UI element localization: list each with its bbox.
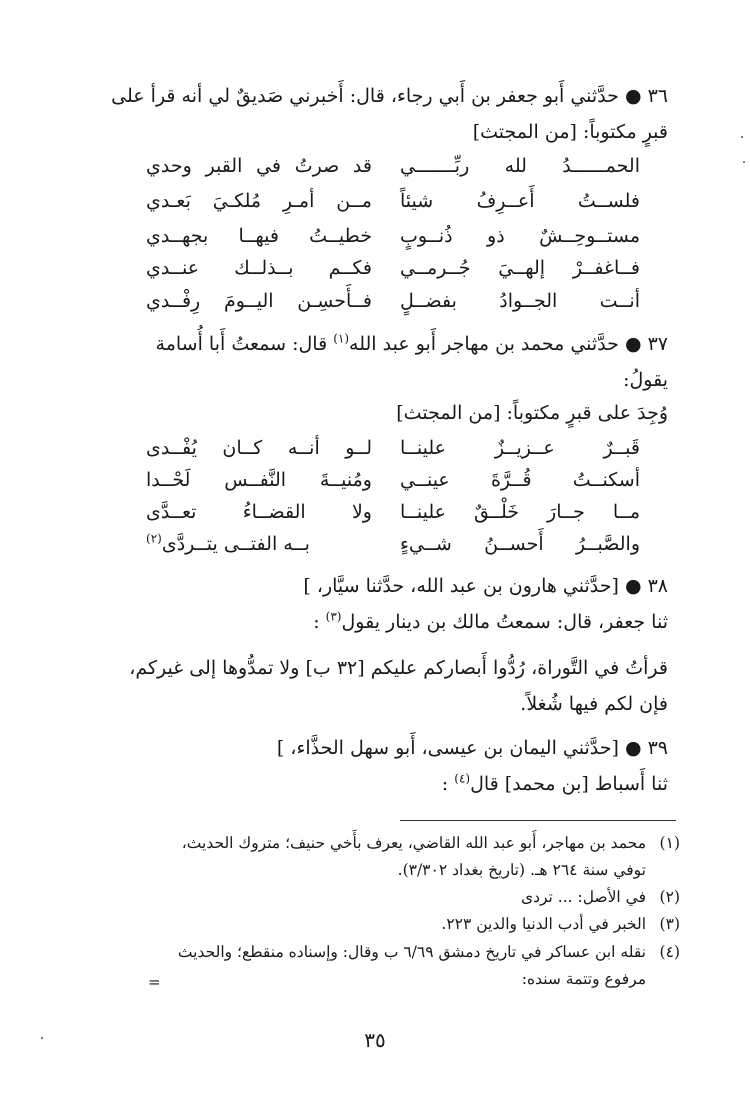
- verse-37-2-second-hemistich: ومُنيــةَ النَّفــس لَحْــدا: [146, 469, 372, 491]
- footnote-3-line-1: [100, 911, 680, 938]
- hadith-39-line-2: [100, 766, 668, 802]
- footnote-4: [100, 939, 680, 993]
- footnote-4-text: نقله ابن عساكر في تاريخ دمشق ٦/٦٩ ب وقال: وإسناده منقطع؛ والحديث: [177, 943, 646, 961]
- scan-speck: [41, 1037, 43, 1039]
- continuation-mark: =: [148, 973, 161, 991]
- hadith-37-line-1-b: قال: سمعتُ أَبا أُسامة: [155, 333, 334, 355]
- hadith-38-line-3: قرأتُ في التَّوراة، رُدُّوا أَبصاركم عليكم [٣٢ ب] ولا تمدُّوها إلى غيركم،: [129, 657, 668, 679]
- footnote-ref-2: (٢): [146, 531, 162, 546]
- verse-37-3-second-hemistich: ولا القضــاءُ تعــدَّى: [146, 501, 372, 523]
- scan-speck: [743, 161, 745, 163]
- hadith-39-line-2-a: ثنا أَسباط [بن محمد] قال: [470, 773, 668, 795]
- hadith-37-line-1: [100, 326, 668, 362]
- footnote-2-text: في الأصل: ... تردى: [520, 888, 646, 906]
- footnote-ref-4: (٤): [454, 771, 471, 786]
- footnote-ref-3: (٣): [325, 609, 342, 624]
- verse-36-3-first-hemistich: مستــوحِــشٌ ذو ذُنــوبٍ: [400, 225, 640, 247]
- hadith-39: [100, 730, 668, 802]
- verse-37-4-first-hemistich: والصَّبــرُ أَحســنُ شــيءٍ: [400, 533, 640, 555]
- hadith-37-line-1-a: ٣٧ ● حدَّثني محمد بن مهاجر أَبو عبد الله: [349, 333, 668, 355]
- hadith-38: [100, 568, 668, 640]
- footnote-1-text: محمد بن مهاجر، أَبو عبد الله القاضي، يعرف بأَخي حنيف؛ متروك الحديث،: [181, 834, 646, 852]
- verse-36-1-second-hemistich: قد صرتُ في القبر وحدي: [146, 155, 372, 177]
- footnote-1-line-1: [100, 830, 680, 857]
- footnote-4-line-1: [100, 939, 680, 966]
- footnote-1: [100, 830, 680, 884]
- hadith-37: [100, 326, 668, 398]
- verse-37-2-first-hemistich: أسكنــتُ قُــرَّةَ عينــي: [400, 469, 640, 491]
- footnote-3-text: الخبر في أدب الدنيا والدين ٢٢٣.: [441, 915, 646, 933]
- footnote-3-number: (٣): [659, 915, 680, 933]
- verse-37-4-second-hemistich-wrap: [146, 526, 372, 562]
- verse-36-2-second-hemistich: مــن أمـرِ مُلكـيَ بَعـدي: [146, 190, 372, 212]
- verse-36-4-first-hemistich: فــاغفــرْ إلهــيَ جُــرمــي: [400, 257, 640, 279]
- hadith-37-line-3: وُجِدَ على قبرٍ مكتوباً: [من المجتث]: [396, 402, 668, 424]
- footnote-3: [100, 911, 680, 938]
- verse-37-4-second-hemistich: بــه الفتــى يتــردَّى: [161, 533, 310, 555]
- footnote-ref-1: (١): [333, 331, 350, 346]
- hadith-38-line-2-a: ثنا جعفر، قال: سمعتُ مالك بن دينار يقول: [341, 611, 668, 633]
- hadith-37-line-2: يقولُ:: [623, 369, 668, 391]
- verse-36-3-second-hemistich: خطيــتُ فيهــا بجهــدي: [146, 225, 372, 247]
- hadith-38-line-2: [100, 604, 668, 640]
- verse-36-4-second-hemistich: فكــم بــذلــك عنــدي: [146, 257, 372, 279]
- hadith-38-line-1: ٣٨ ● [حدَّثني هارون بن عبد الله، حدَّثنا سيَّار، ]: [303, 575, 668, 597]
- hadith-36-line-2: قبرٍ مكتوباً: [من المجتث]: [472, 121, 668, 143]
- hadith-38-text: [88, 650, 668, 722]
- hadith-37-intro: [100, 395, 668, 431]
- verse-37-1-second-hemistich: لــو أنــه كــان يُفْــدى: [146, 437, 372, 459]
- verse-36-5-first-hemistich: أنــت الجــوادُ بفضــلٍ: [400, 290, 640, 312]
- scan-speck: [741, 136, 743, 138]
- footnote-2-line-1: [100, 884, 680, 911]
- footnote-separator: [400, 820, 676, 821]
- hadith-39-line-2-b: :: [441, 773, 455, 795]
- page-number: ٣٥: [364, 1028, 386, 1052]
- footnote-2-number: (٢): [659, 888, 680, 906]
- verse-37-3-first-hemistich: مــا جــارَ خَلْــقٌ علينــا: [400, 501, 640, 523]
- footnote-2: [100, 884, 680, 911]
- footnote-4-number: (٤): [659, 943, 680, 961]
- hadith-36: [100, 78, 668, 150]
- hadith-39-line-1: ٣٩ ● [حدَّثني اليمان بن عيسى، أَبو سهل الحذَّاء، ]: [276, 737, 668, 759]
- verse-36-5-second-hemistich: فــأَحسِـن اليــومَ رِفْــدي: [146, 290, 372, 312]
- footnote-1-number: (١): [659, 834, 680, 852]
- verse-37-1-first-hemistich: قَبــرٌ عــزيــزٌ علينــا: [400, 437, 640, 459]
- hadith-36-line-1: ٣٦ ● حدَّثني أَبو جعفر بن أَبي رجاء، قال: أَخبرني صَديقٌ لي أنه قرأ على: [111, 85, 668, 107]
- footnote-4-continuation: مرفوع وتتمة سنده:: [521, 970, 646, 988]
- verse-36-1-first-hemistich: الحمــــــدُ لله ربِّـــــــي: [400, 155, 640, 177]
- hadith-38-line-2-b: :: [313, 611, 326, 633]
- hadith-38-line-4: فإن لكم فيها شُغلاً.: [520, 693, 668, 715]
- footnote-1-continuation: توفي سنة ٢٦٤ هـ. (تاريخ بغداد ٣/٣٠٢).: [397, 861, 646, 879]
- verse-36-2-first-hemistich: فلســتُ أَعــرِفُ شيئاً: [400, 190, 640, 212]
